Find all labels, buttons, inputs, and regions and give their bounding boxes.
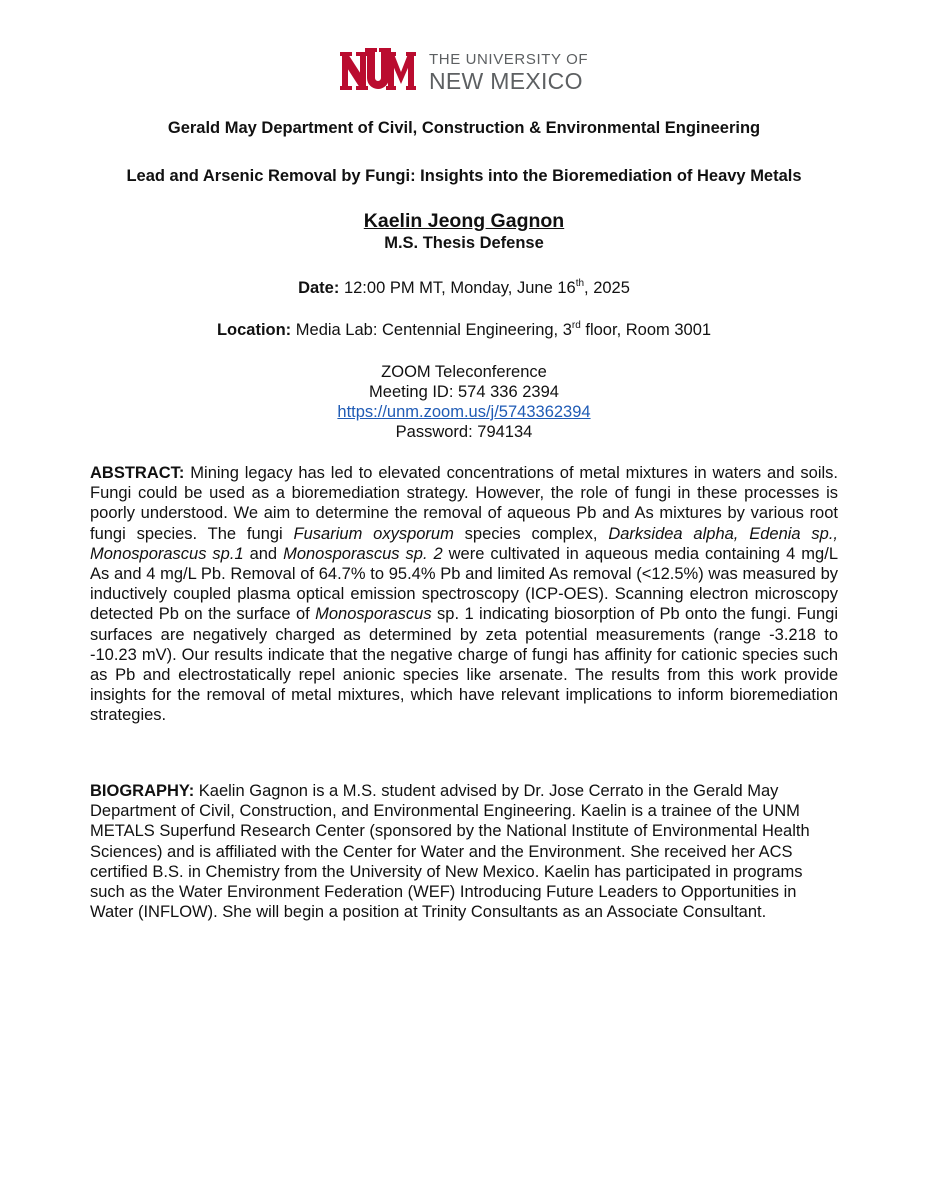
zoom-password: Password: 794134 — [395, 423, 533, 441]
zoom-meeting-id: Meeting ID: 574 336 2394 — [369, 383, 559, 401]
author-name: Kaelin Jeong Gagnon — [363, 210, 565, 232]
location-value-post: floor, Room 3001 — [580, 321, 712, 339]
abstract-label: ABSTRACT: — [90, 464, 185, 482]
date-value-post: , 2025 — [584, 279, 630, 297]
zoom-info — [0, 362, 928, 442]
biography-label: BIOGRAPHY: — [90, 782, 195, 800]
biography-paragraph — [90, 781, 838, 922]
thesis-title: Lead and Arsenic Removal by Fungi: Insights into the Bioremediation of Heavy Metals — [126, 167, 802, 185]
location-value-pre: Media Lab: Centennial Engineering, 3 — [295, 321, 572, 339]
location-label: Location: — [216, 321, 292, 339]
abstract-species-4: Monosporascus — [315, 605, 432, 624]
biography-text: Kaelin Gagnon is a M.S. student advised by Dr. Jose Cerrato in the Gerald May Department of Civil, Construction, and Environmental Engineering. Kaelin is a trainee of the UNM METALS Superfund Research Center (sponsored by the National Institute of Environmental Health Sciences) and is affiliated with the Center for Water and the Environment. She received her ACS certified B.S. in Chemistry from the University of New Mexico. Kaelin has participated in programs such as the Water Environment Federation (WEF) Introducing Future Leaders to Opportunities in Water (INFLOW). She will begin a position at Trinity Consultants as an Associate Consultant. — [90, 782, 810, 922]
zoom-link[interactable]: https://unm.zoom.us/j/5743362394 — [337, 403, 591, 421]
abstract-text-3: and — [243, 544, 284, 563]
abstract-species-3: Monosporascus sp. 2 — [283, 544, 443, 563]
date-value-pre: 12:00 PM MT, Monday, June 16 — [343, 279, 576, 297]
location-ordinal: rd — [571, 319, 581, 331]
logo-line-1: THE UNIVERSITY OF — [429, 51, 589, 68]
abstract-text-5: sp. 1 indicating biosorption of Pb onto the fungi. Fungi surfaces are negatively charged as determined by zeta potential measurements (range -3.218 to -10.23 mV). Our results indicate that the negative charge of fungi has affinity for cationic species such as Pb and electrostatically repel anionic species like arsenate. The results from this work provide insights for the removal of metal mixtures, which have relevant implications to inform bioremediation strategies. — [90, 605, 838, 725]
abstract-species-1: Fusarium oxysporum — [293, 524, 454, 543]
abstract-text-1: Mining legacy has led to elevated concentrations of metal mixtures in waters and soils. Fungi could be used as a bioremediation strategy. However, the role of fungi in these processes is poorly understood. We aim to determine the removal of aqueous Pb and As mixtures by various root fungi species. The fungi — [90, 464, 838, 543]
zoom-heading: ZOOM Teleconference — [381, 363, 547, 381]
abstract-text-2: species complex, — [453, 524, 609, 543]
event-location — [0, 320, 928, 340]
event-type: M.S. Thesis Defense — [384, 234, 544, 252]
event-date — [0, 278, 928, 298]
logo-line-2: NEW MEXICO — [429, 68, 583, 94]
date-label: Date: — [298, 279, 340, 297]
unm-logo-mark-icon — [340, 46, 416, 106]
abstract-species-2: Darksidea alpha, Edenia sp., Monosporascus sp.1 — [90, 524, 839, 563]
date-ordinal: th — [575, 277, 585, 289]
unm-logo-wordmark — [429, 52, 588, 93]
abstract-text-4: were cultivated in aqueous media containing 4 mg/L As and 4 mg/L Pb. Removal of 64.7% to 95.4% Pb and limited As removal (<12.5%) was measured by inductively coupled plasma optical emission spectroscopy (ICP-OES). Scanning electron microscopy detected Pb on the surface of — [90, 544, 838, 624]
department-heading: Gerald May Department of Civil, Construction & Environmental Engineering — [167, 119, 761, 137]
abstract-paragraph — [90, 463, 838, 726]
unm-logo — [340, 44, 590, 110]
